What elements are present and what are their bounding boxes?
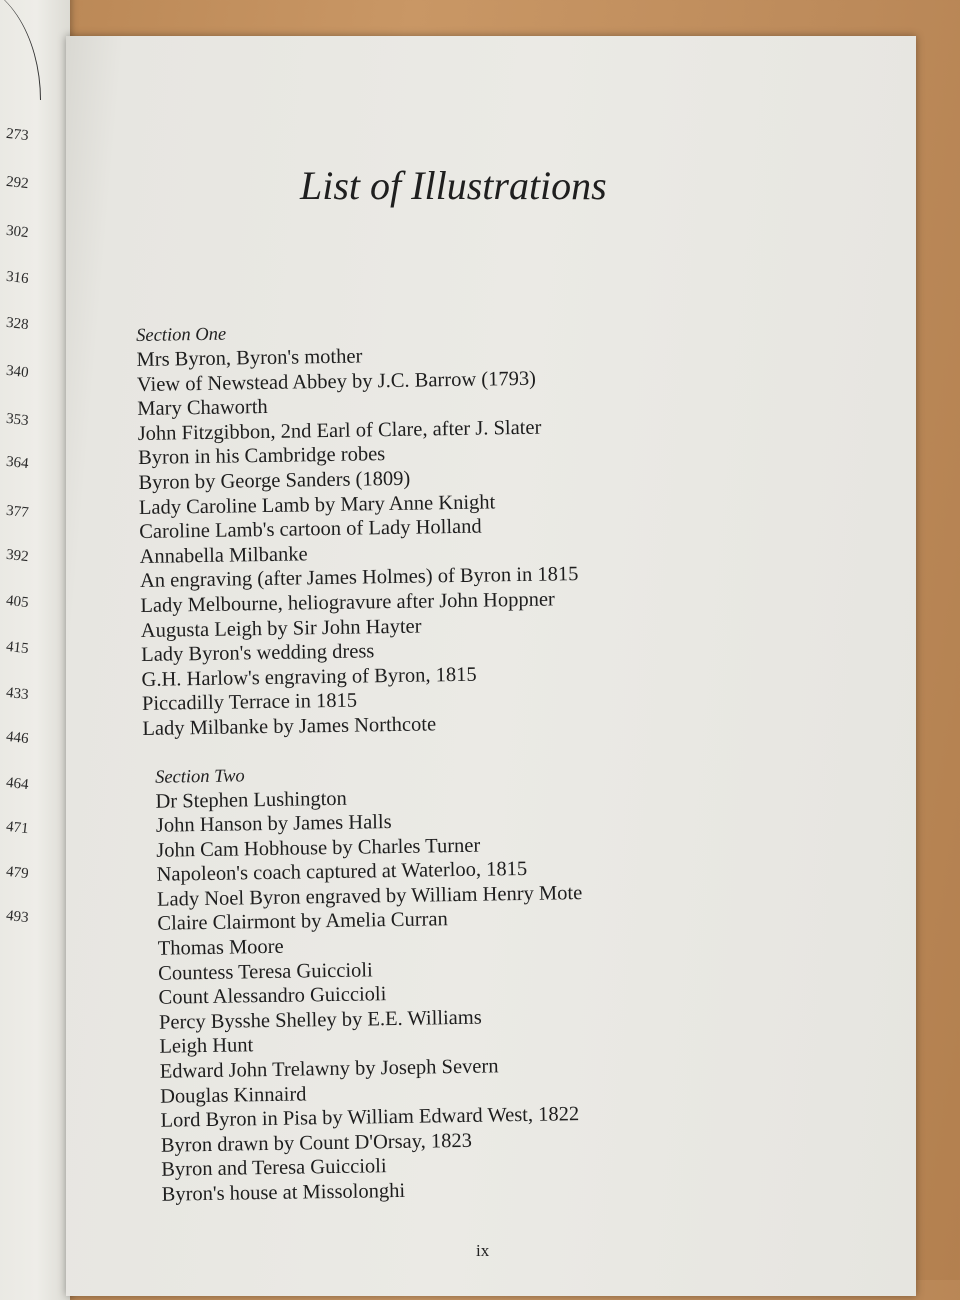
page-title: List of Illustrations: [300, 163, 607, 208]
section-two: [143, 756, 770, 1208]
previous-page: [0, 0, 70, 1300]
illustration-entry: G.H. Harlow's engraving of Byron, 1815: [141, 663, 477, 691]
previous-page-number: 446: [5, 728, 30, 748]
illustration-entry: Lady Milbanke by James Northcote: [142, 713, 437, 740]
illustration-entry: Lady Byron's wedding dress: [141, 640, 375, 667]
illustration-entry: Douglas Kinnaird: [159, 1083, 307, 1108]
illustration-entry: Piccadilly Terrace in 1815: [141, 689, 358, 716]
previous-page-number: 302: [5, 222, 30, 242]
illustration-entry: View of Newstead Abbey by J.C. Barrow (1793): [136, 367, 537, 396]
illustration-entry: Leigh Hunt: [159, 1034, 254, 1059]
illustration-entry: Byron drawn by Count D'Orsay, 1823: [160, 1129, 473, 1157]
previous-page-number: 316: [5, 268, 30, 288]
illustration-entry: Thomas Moore: [157, 935, 284, 960]
previous-page-number: 464: [5, 774, 30, 794]
illustration-entry: Lady Noel Byron engraved by William Henry Mote: [156, 881, 583, 911]
book-page: [66, 36, 916, 1296]
illustration-entry: Lady Caroline Lamb by Mary Anne Knight: [138, 490, 496, 519]
illustration-entry: Caroline Lamb's cartoon of Lady Holland: [139, 515, 482, 544]
illustration-entry: John Hanson by James Halls: [155, 811, 392, 837]
illustration-entry: John Cam Hobhouse by Charles Turner: [156, 834, 481, 862]
previous-page-numbers: [0, 0, 40, 1300]
section-heading: Section Two: [154, 765, 245, 788]
illustration-entry: John Fitzgibbon, 2nd Earl of Clare, after J. Slater: [137, 416, 542, 445]
illustration-entry: An engraving (after James Holmes) of Byron in 1815: [139, 563, 579, 593]
illustration-entry: Lady Melbourne, heliogravure after John Hoppner: [140, 588, 555, 617]
illustration-entry: Byron's house at Missolonghi: [161, 1179, 406, 1206]
previous-page-number: 405: [5, 592, 30, 612]
previous-page-number: 415: [5, 638, 30, 658]
previous-page-number: 364: [5, 453, 30, 473]
previous-page-number: 377: [5, 502, 30, 522]
previous-page-number: 493: [5, 907, 30, 927]
illustration-entry: Napoleon's coach captured at Waterloo, 1815: [156, 858, 528, 887]
illustration-entry: Count Alessandro Guiccioli: [158, 983, 387, 1009]
illustration-entry: Edward John Trelawny by Joseph Severn: [159, 1055, 499, 1083]
previous-page-number: 328: [5, 314, 30, 334]
illustration-entry: Mrs Byron, Byron's mother: [136, 345, 363, 371]
illustration-entry: Claire Clairmont by Amelia Curran: [157, 908, 448, 936]
illustration-entry: Byron and Teresa Guiccioli: [161, 1155, 387, 1182]
previous-page-number: 471: [5, 818, 30, 838]
illustration-entry: Byron in his Cambridge robes: [137, 443, 386, 470]
illustration-entry: Augusta Leigh by Sir John Hayter: [140, 615, 422, 642]
illustration-entry: Countess Teresa Guiccioli: [158, 959, 373, 985]
illustration-entry: Annabella Milbanke: [139, 543, 308, 568]
previous-page-number: 353: [5, 410, 30, 430]
previous-page-number: 433: [5, 684, 30, 704]
previous-page-number: 273: [5, 125, 30, 145]
illustration-entry: Dr Stephen Lushington: [155, 787, 347, 813]
previous-page-number: 340: [5, 362, 30, 382]
page-number: ix: [476, 1241, 490, 1260]
previous-page-number: 292: [5, 173, 30, 193]
illustrations-list: [136, 314, 770, 1231]
illustration-entry: Percy Bysshe Shelley by E.E. Williams: [158, 1006, 482, 1034]
section-one: [136, 314, 762, 741]
illustration-entry: Lord Byron in Pisa by William Edward West, 1822: [160, 1103, 580, 1132]
section-heading: Section One: [136, 324, 227, 346]
previous-page-number: 392: [5, 546, 30, 566]
illustration-entry: Mary Chaworth: [137, 396, 268, 421]
illustration-entry: Byron by George Sanders (1809): [138, 467, 411, 494]
previous-page-number: 479: [5, 863, 30, 883]
